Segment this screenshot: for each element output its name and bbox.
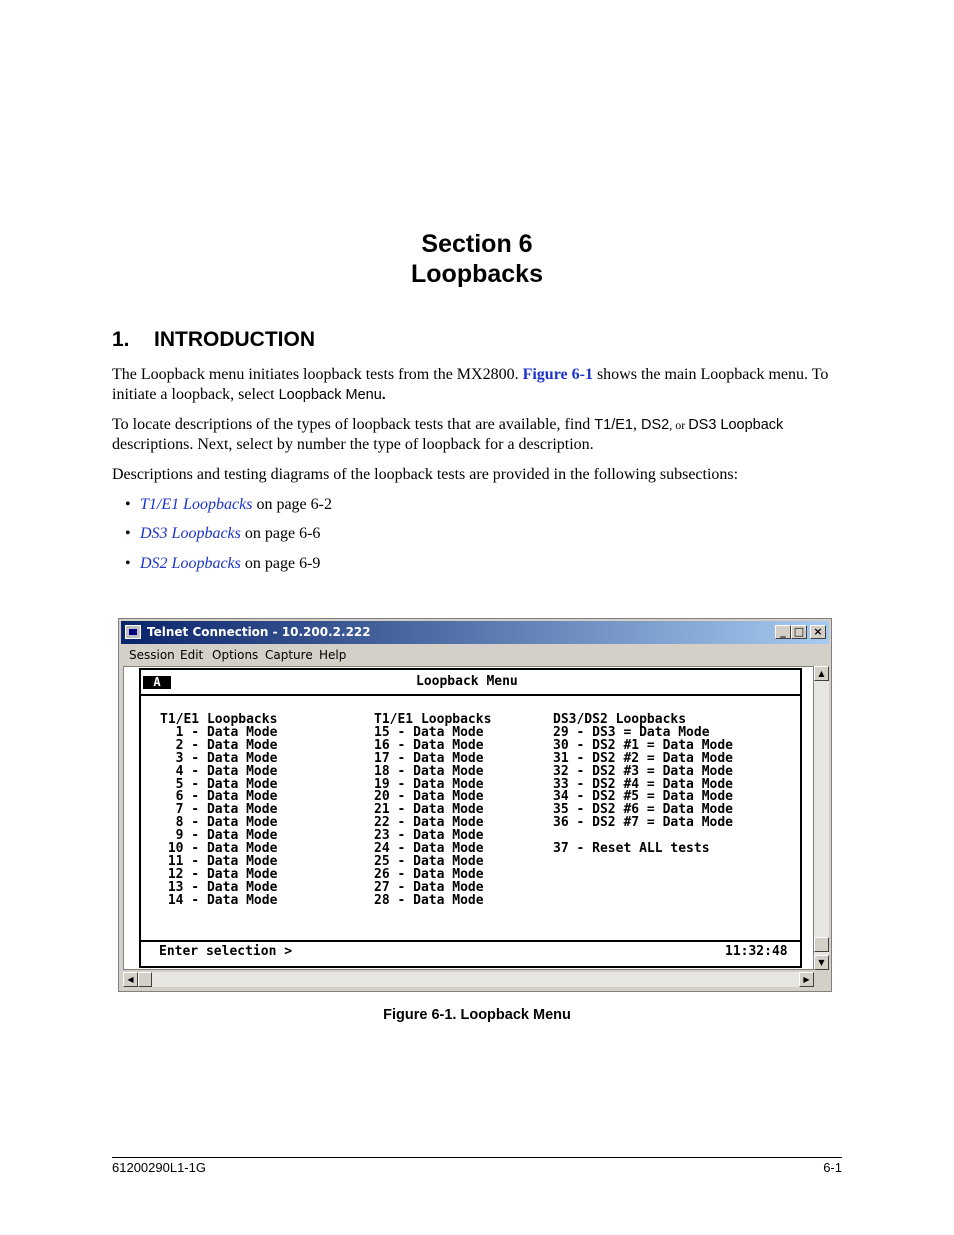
vertical-scrollbar[interactable] xyxy=(814,666,829,970)
divider xyxy=(800,668,802,968)
ds3-loopbacks-link[interactable]: DS3 Loopbacks xyxy=(140,525,241,542)
menu-help[interactable]: Help xyxy=(319,648,347,662)
menu-options[interactable]: Options xyxy=(212,648,259,662)
section-number: Section 6 xyxy=(421,230,533,258)
p2-sep: , xyxy=(632,416,641,433)
selection-prompt: Enter selection > xyxy=(159,944,293,959)
list-item xyxy=(125,524,320,544)
page-number: 6-1 xyxy=(823,1160,842,1175)
t1e1-loopbacks-link[interactable]: T1/E1 Loopbacks xyxy=(140,496,253,513)
page-ref: on page 6-9 xyxy=(240,555,321,572)
menu-capture[interactable]: Capture xyxy=(265,648,313,662)
bullet-icon: • xyxy=(125,496,131,513)
p2-text-a: To locate descriptions of the types of loopback tests that are available, find xyxy=(112,416,595,433)
terminal-screen[interactable] xyxy=(123,666,814,970)
heading-text: INTRODUCTION xyxy=(154,328,315,351)
scroll-thumb[interactable] xyxy=(138,972,152,987)
paragraph-2 xyxy=(112,415,842,455)
session-badge: A xyxy=(143,676,171,689)
scroll-down-icon[interactable]: ▼ xyxy=(814,955,829,970)
p2-text-c: . Next, select by number the type of loopback for a description. xyxy=(189,436,594,453)
p2-text-b: descriptions xyxy=(112,436,190,453)
page-ref: on page 6-6 xyxy=(240,525,321,542)
section-title: Loopbacks xyxy=(411,260,543,288)
ds2-term: DS2 xyxy=(640,417,670,433)
paragraph-1 xyxy=(112,365,842,405)
page-ref: on page 6-2 xyxy=(252,496,332,513)
menu-bar xyxy=(121,645,829,665)
divider xyxy=(139,966,802,968)
terminal-menu-title: Loopback Menu xyxy=(416,674,518,689)
window-title: Telnet Connection - 10.200.2.222 xyxy=(147,625,371,639)
heading-number: 1. xyxy=(112,328,130,351)
maximize-button[interactable]: □ xyxy=(791,625,807,639)
telnet-window xyxy=(118,618,832,992)
figure-reference-link[interactable]: Figure 6-1 xyxy=(522,366,593,383)
p1-text-a: The Loopback menu initiates loopback tests from the MX2800. xyxy=(112,366,523,383)
horizontal-scrollbar[interactable] xyxy=(123,972,814,987)
scroll-thumb[interactable] xyxy=(814,937,829,952)
loopback-menu-term: Loopback Menu xyxy=(278,387,382,403)
title-bar[interactable] xyxy=(121,621,829,644)
minimize-button[interactable]: _ xyxy=(775,625,791,639)
p1-period: . xyxy=(381,387,386,403)
clock: 11:32:48 xyxy=(725,944,788,959)
ds3-term: DS3 Loopback xyxy=(688,417,784,433)
list-item xyxy=(125,554,320,574)
footer-divider xyxy=(112,1157,842,1158)
ds2-loopbacks-link[interactable]: DS2 Loopbacks xyxy=(140,555,241,572)
bullet-icon: • xyxy=(125,525,131,542)
t1e1-term: T1/E1 xyxy=(594,417,633,433)
ds3-ds2-column: DS3/DS2 Loopbacks 29 - DS3 = Data Mode 30 - DS2 #1 = Data Mode 31 - DS2 #2 = Data Mode 32 - DS2 #3 = Data Mode 33 - DS2 #4 = Data Mode 34 - DS2 #5 = Data Mode 35 - DS2 #6 = Data Mode 36 - DS2 #7 = Data Mode 37 - Reset ALL tests xyxy=(553,712,734,857)
figure-caption: Figure 6-1. Loopback Menu xyxy=(383,1007,571,1023)
scroll-right-icon[interactable]: ▶ xyxy=(799,972,814,987)
divider xyxy=(139,694,802,696)
menu-session[interactable]: Session xyxy=(129,648,175,662)
menu-edit[interactable]: Edit xyxy=(180,648,204,662)
scroll-left-icon[interactable]: ◀ xyxy=(123,972,138,987)
close-button[interactable]: × xyxy=(810,625,826,639)
document-number: 61200290L1-1G xyxy=(112,1160,206,1175)
telnet-app-icon[interactable] xyxy=(125,625,141,639)
paragraph-3: Descriptions and testing diagrams of the loopback tests are provided in the following subsections: xyxy=(112,466,739,483)
divider xyxy=(139,940,802,942)
scroll-up-icon[interactable]: ▲ xyxy=(814,666,829,681)
t1e1-column-1: T1/E1 Loopbacks 1 - Data Mode 2 - Data Mode 3 - Data Mode 4 - Data Mode 5 - Data Mode 6 - Data Mode 7 - Data Mode 8 - Data Mode 9 - Data Mode 10 - Data Mode 11 - Data Mode 12 - Data Mode 13 - Data Mode 14 - Data Mode xyxy=(160,712,278,908)
list-item xyxy=(125,495,332,515)
divider xyxy=(139,668,141,968)
bullet-icon: • xyxy=(125,555,131,572)
t1e1-column-2: T1/E1 Loopbacks 15 - Data Mode 16 - Data Mode 17 - Data Mode 18 - Data Mode 19 - Data Mode 20 - Data Mode 21 - Data Mode 22 - Data Mode 23 - Data Mode 24 - Data Mode 25 - Data Mode 26 - Data Mode 27 - Data Mode 28 - Data Mode xyxy=(374,712,492,908)
divider xyxy=(139,668,802,670)
p1-text-b: shows the main Loopback menu. To initiate a loopback, select xyxy=(112,366,829,403)
p2-or: , or xyxy=(669,418,689,432)
heading-introduction xyxy=(112,328,315,352)
